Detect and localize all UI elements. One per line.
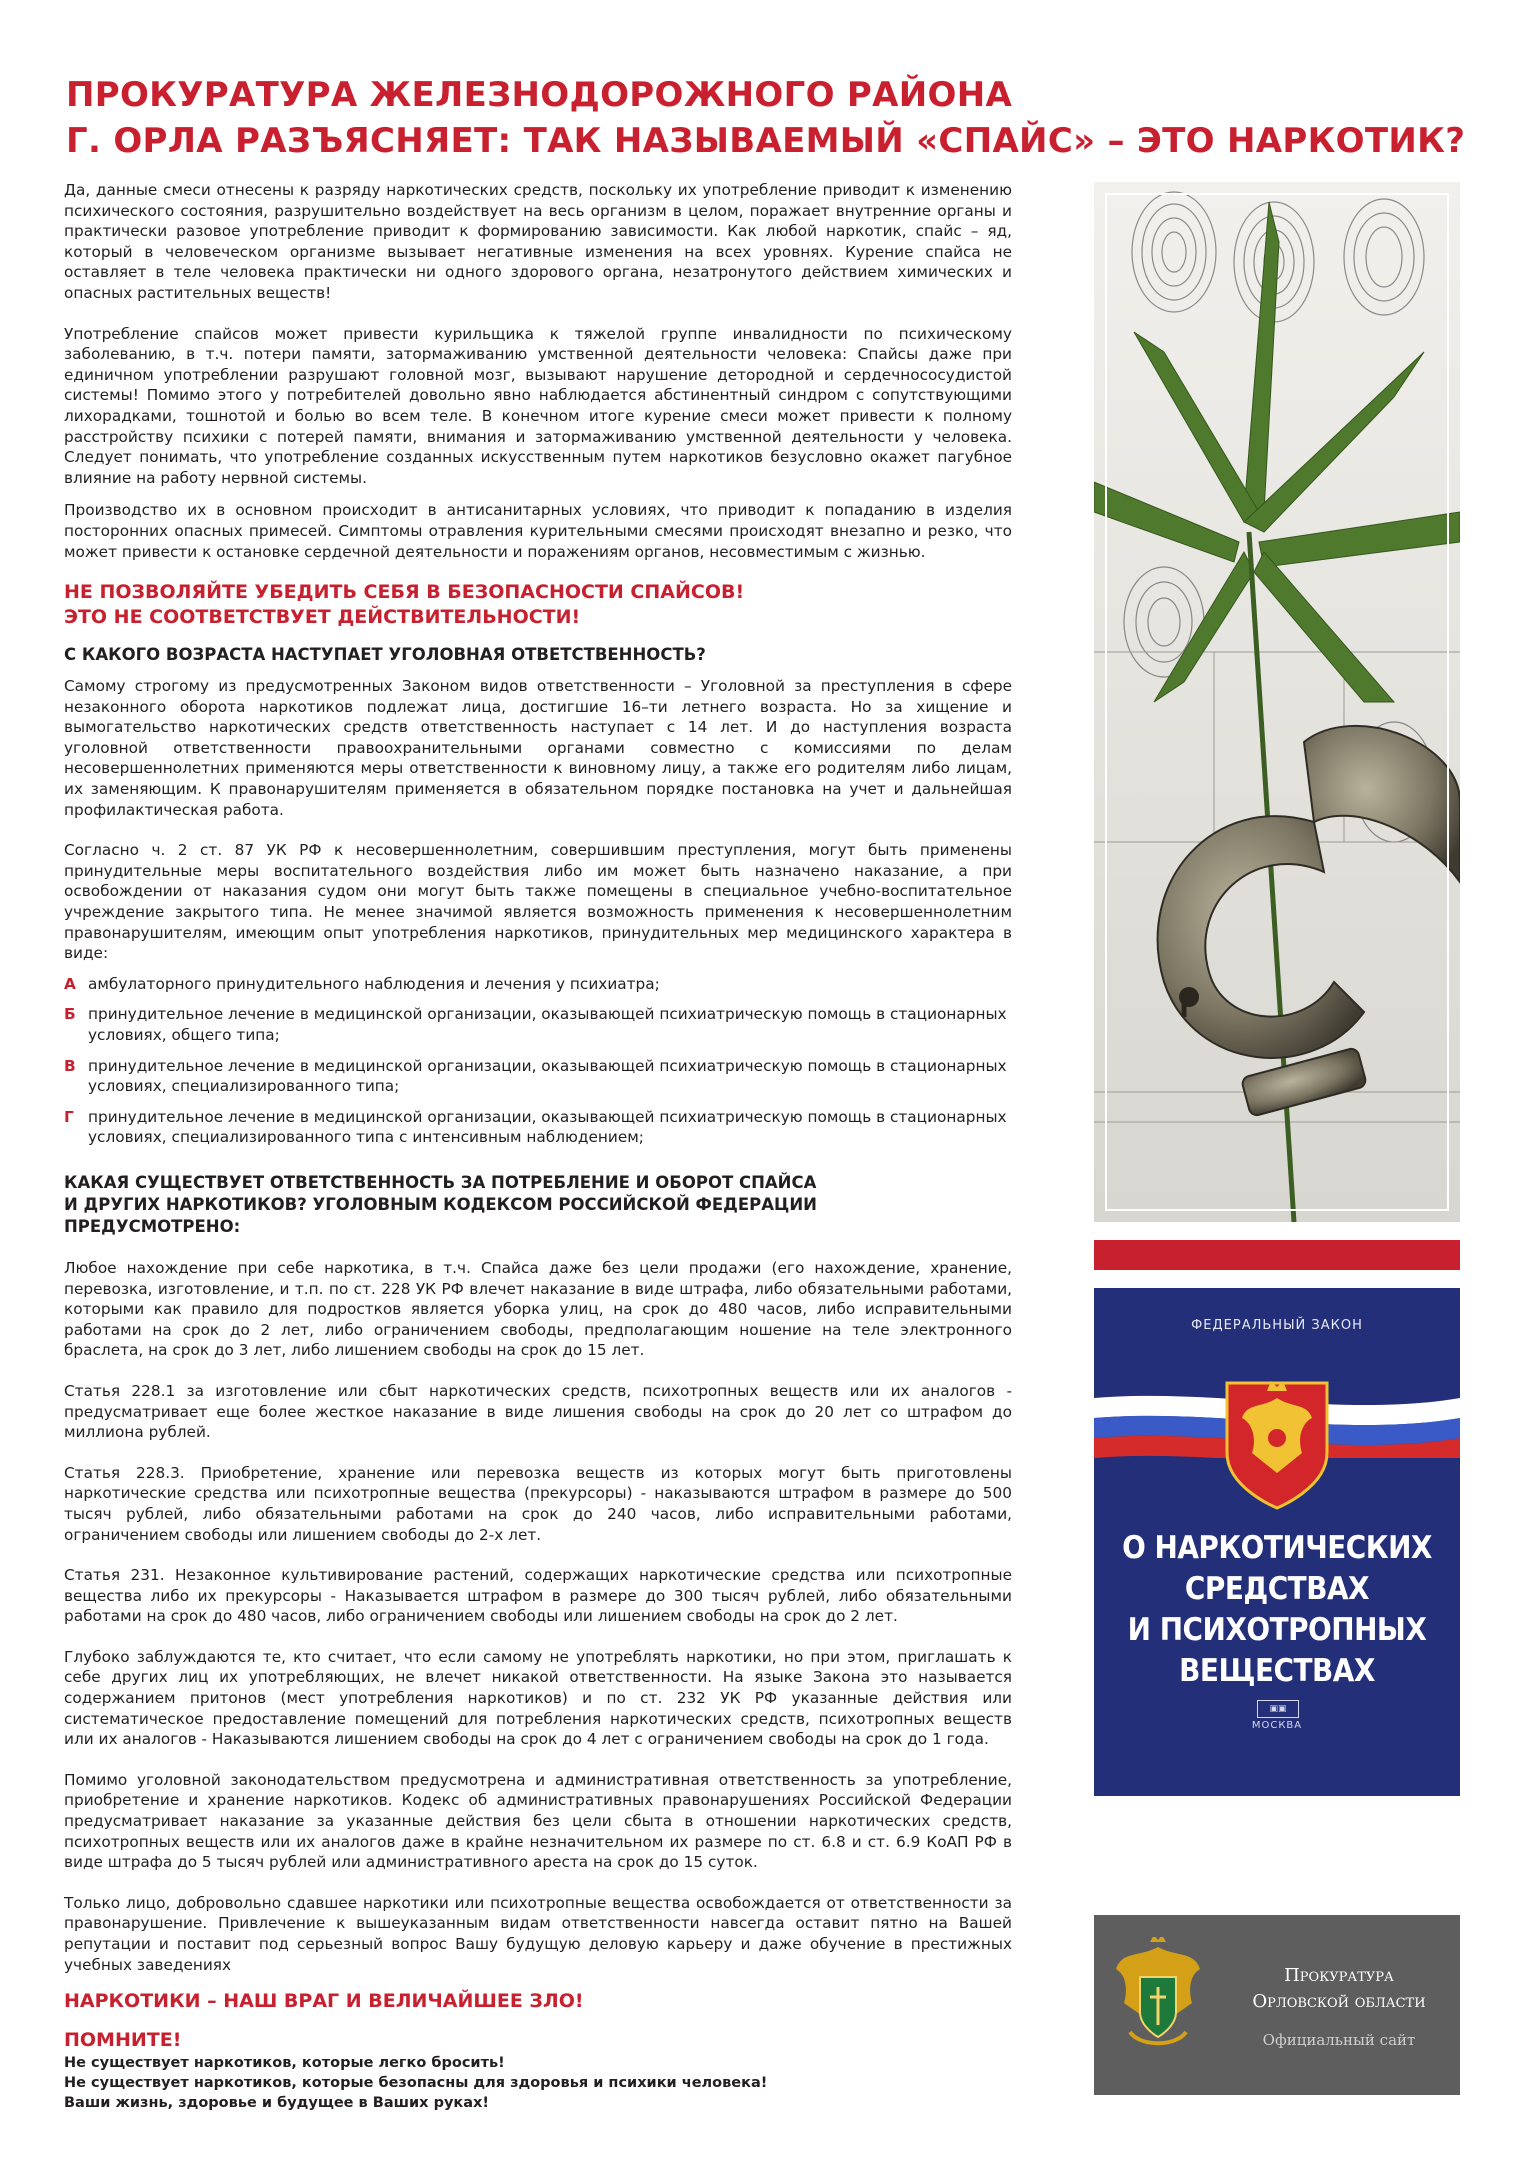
liability-heading [64,1172,1012,1238]
list-letter: А [64,974,76,993]
handcuffs-leaf-photo [1094,182,1460,1222]
prosecutor-emblem-icon [1110,1937,1206,2067]
prosecutor-office-banner[interactable] [1094,1915,1460,2095]
page-title [66,72,1466,164]
liability-heading-line-2: И ДРУГИХ НАРКОТИКОВ? УГОЛОВНЫМ КОДЕКСОМ РОССИЙСКОЙ ФЕДЕРАЦИИ [64,1194,817,1214]
banner-line-1: Прокуратура [1284,1965,1394,1986]
intro-paragraph-2: Употребление спайсов может привести курильщика к тяжелой группе инвалидности по психическому заболеванию, в т.ч. потери памяти, затормаживанию умственной деятельности человека: Спайсы даже при единичном употреблении разрушают головной мозг, вызывают нарушение детородной и сердечнососудистой системы! Помимо этого у потребителей довольно явно наблюдается абстинентный синдром с сопутствующими лихорадками, тошнотой и болью во всем теле. В конечном итоге курение смеси может привести к полному расстройству психики с потерей памяти, внимания и затормаживанию умственной деятельности у человека. Следует понимать, что употребление созданных искусственным путем наркотиков безусловно окажет пагубное влияние на работу нервной системы. [64,324,1012,487]
coat-of-arms-icon [1207,1363,1347,1513]
age-paragraph-2: Согласно ч. 2 ст. 87 УК РФ к несовершеннолетним, совершившим преступления, могут быть применены принудительные меры воспитательного воздействия либо им может быть назначено наказание, а при освобождении от наказания судом они могут быть также помещены в специальное учебно-воспитательное учреждение закрытого типа. Не менее значимой является возможность применения к несовершеннолетним правонарушителям, имеющим опыт употребления наркотиков, принудительных мер медицинского характера в виде: [64,841,1012,963]
list-letter: В [64,1056,76,1075]
remember-heading: ПОМНИТЕ! [64,2029,182,2052]
book-label: ФЕДЕРАЛЬНЫЙ ЗАКОН [1191,1318,1363,1333]
title-line-1: ПРОКУРАТУРА ЖЕЛЕЗНОДОРОЖНОГО РАЙОНА [66,75,1013,115]
liability-paragraph: Глубоко заблуждаются те, кто считает, что если самому не употреблять наркотики, но при этом, приглашать к себе других лиц их употребляющих, не влечет никакой ответственности. На языке Закона это называется содержанием притонов (мест употребления наркотиков) и по ст. 232 УК РФ указанные действия или систематическое предоставление помещений для потребления наркотических средств, психотропных веществ или их аналогов - Наказываются лишением свободы на срок до 4 лет с ограничением свободы на срок до 1 года. [64,1647,1012,1749]
intro-paragraph-3: Производство их в основном происходит в антисанитарных условиях, что приводит к попаданию в изделия посторонних опасных примесей. Симптомы отравления курительными смесями происходят внезапно и резко, что может привести к остановке сердечной деятельности и поражениям органов, несовместимым с жизнью. [64,501,1012,561]
liability-paragraph: Статья 228.1 за изготовление или сбыт наркотических средств, психотропных веществ или их аналогов - предусматривает еще более жесткое наказание в виде лишения свободы на срок до 20 лет со штрафом до миллиона рублей. [64,1381,1012,1442]
measure-list-item [64,1056,1012,1097]
list-text: амбулаторного принудительного наблюдения и лечения у психиатра; [88,974,660,993]
federal-law-book-cover [1094,1288,1460,1796]
book-title-line: И ПСИХОТРОПНЫХ [1127,1612,1427,1648]
remember-line: Не существует наркотиков, которые легко бросить! [64,2055,505,2072]
accent-bar [1094,1240,1460,1270]
list-text: принудительное лечение в медицинской организации, оказывающей психиатрическую помощь в стационарных условиях, специализированного типа; [88,1056,1007,1096]
warning-heading [64,580,1012,630]
remember-line: Не существует наркотиков, которые безопасны для здоровья и психики человека! [64,2075,768,2092]
measure-list-item [64,974,1012,995]
book-title-line: СРЕДСТВАХ [1184,1571,1370,1607]
remember-line: Ваши жизнь, здоровье и будущее в Ваших руках! [64,2095,490,2112]
measure-list-item [64,1107,1012,1148]
warning-line-1: НЕ ПОЗВОЛЯЙТЕ УБЕДИТЬ СЕБЯ В БЕЗОПАСНОСТИ СПАЙСОВ! [64,581,745,604]
liability-paragraph: Статья 231. Незаконное культивирование растений, содержащих наркотические средства или психотропные вещества либо их прекурсоры - Наказывается штрафом в размере до 300 тысяч рублей, либо обязательными работами на срок до 480 часов, либо ограничением свободы или лишением свободы на срок до 2 лет. [64,1566,1012,1626]
measure-list-item [64,1004,1012,1045]
age-paragraph-1: Самому строгому из предусмотренных Законом видов ответственности – Уголовной за преступления в сфере незаконного оборота наркотиков подлежат лица, достигшие 16–ти летнего возраста. Но за хищение и вымогательство наркотических средств ответственность наступает с 14 лет. И до наступления возраста уголовной ответственности правоохранительными органами совместно с комиссиями по делам несовершеннолетних применяются меры ответственности к виновному лицу, а также его родителям либо лицам, их заменяющим. К правонарушителям применяется в обязательном порядке постановка на учет и дальнейшая профилактическая работа. [64,677,1012,819]
banner-official-site-link[interactable]: Официальный сайт [1262,2031,1416,2049]
list-text: принудительное лечение в медицинской организации, оказывающей психиатрическую помощь в стационарных условиях, общего типа; [88,1005,1007,1044]
list-letter: Б [64,1005,76,1024]
main-text-column [64,180,1012,2113]
enemy-slogan: НАРКОТИКИ – НАШ ВРАГ И ВЕЛИЧАЙШЕЕ ЗЛО! [64,1990,584,2013]
banner-line-2: Орловской области [1252,1991,1426,2012]
title-line-2: Г. ОРЛА РАЗЪЯСНЯЕТ: ТАК НАЗЫВАЕМЫЙ «СПАЙС» – ЭТО НАРКОТИК? [66,121,1466,161]
book-title-line: ВЕЩЕСТВАХ [1179,1653,1375,1689]
liability-heading-line-1: КАКАЯ СУЩЕСТВУЕТ ОТВЕТСТВЕННОСТЬ ЗА ПОТРЕБЛЕНИЕ И ОБОРОТ СПАЙСА [64,1172,817,1192]
list-text: принудительное лечение в медицинской организации, оказывающей психиатрическую помощь в стационарных условиях, специализированного типа с интенсивным наблюдением; [88,1107,1007,1147]
book-title [1094,1528,1460,1692]
liability-heading-line-3: ПРЕДУСМОТРЕНО: [64,1216,241,1236]
list-letter: Г [64,1107,74,1126]
liability-paragraph: Любое нахождение при себе наркотика, в т.ч. Спайса даже без цели продажи (его нахождение, хранение, перевозка, изготовление, и т.п. по ст. 228 УК РФ влечет наказание в виде штрафа, либо обязательными работами, которыми как правило для подростков является уборка улиц, на срок до 480 часов, либо исправительными работами на срок до 2 лет, либо ограничением свободы, предполагающим ношение на теле электронного браслета, на срок до 3 лет, либо лишением свободы на срок до 15 лет. [64,1258,1012,1360]
age-heading: С КАКОГО ВОЗРАСТА НАСТУПАЕТ УГОЛОВНАЯ ОТВЕТСТВЕННОСТЬ? [64,645,706,665]
publisher-city: МОСКВА [1251,1720,1303,1731]
liability-paragraph: Помимо уголовной законодательством предусмотрена и административная ответственность за употребление, приобретение и хранение наркотиков. Кодекс об административных правонарушениях Российской Федерации предусматривает наказание за указанные действия без цели сбыта в отношении наркотических средств, психотропных веществ или их аналогов даже в крайне незначительном их размере по ст. 6.8 и ст. 6.9 КоАП РФ в виде штрафа до 5 тысяч рублей или административного ареста на срок до 15 суток. [64,1770,1012,1872]
intro-paragraph-1: Да, данные смеси отнесены к разряду наркотических средств, поскольку их употребление приводит к изменению психического состояния, разрушительно воздействует на весь организм в целом, поражает внутренние органы и практически разовое употребление приводит к формированию зависимости. Как любой наркотик, спайс – яд, который в человеческом организме вызывает негативные изменения на всех уровнях. Курение спайса не оставляет в теле человека практически ни одного здорового органа, незатронутого действием химических и опасных растительных веществ! [64,181,1012,302]
warning-line-2: ЭТО НЕ СООТВЕТСТВУЕТ ДЕЙСТВИТЕЛЬНОСТИ! [64,606,581,629]
book-title-line: О НАРКОТИЧЕСКИХ [1122,1530,1432,1566]
publisher-logo-icon: ▣▣ [1257,1700,1299,1718]
liability-paragraph: Только лицо, добровольно сдавшее наркотики или психотропные вещества освобождается от ответственности за правонарушение. Привлечение к вышеуказанным видам ответственности навсегда оставит пятно на Вашей репутации и поставит под серьезный вопрос Вашу будущую деловую карьеру и даже обучение в престижных учебных заведениях [64,1893,1012,1974]
liability-paragraph: Статья 228.3. Приобретение, хранение или перевозка веществ из которых могут быть приготовлены наркотические средства или психотропные вещества (прекурсоры) - наказываются штрафом в размере до 500 тысяч рублей, либо обязательными работами на срок до 240 часов, либо исправительными работами, ограничением свободы или лишением свободы до 2-х лет. [64,1463,1012,1544]
